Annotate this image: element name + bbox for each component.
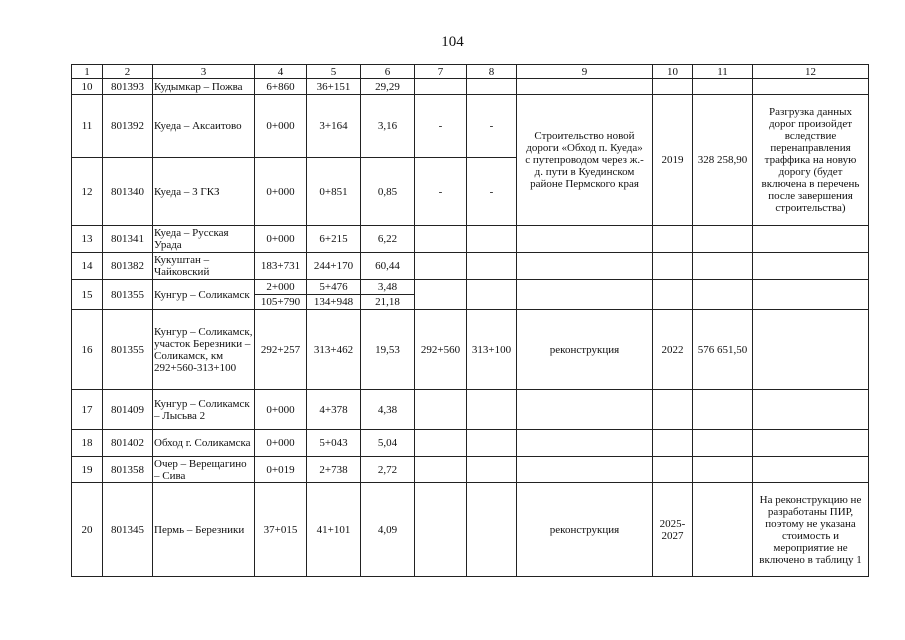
length: 4,38	[361, 390, 415, 430]
road-code: 801392	[103, 95, 153, 158]
table-row	[72, 390, 869, 430]
km-start: 0+000	[255, 95, 307, 158]
page-number: 104	[441, 34, 464, 50]
empty-cell	[653, 79, 693, 95]
km-end: 3+164	[307, 95, 361, 158]
row-number: 16	[72, 310, 103, 390]
header-cell: 12	[753, 65, 869, 79]
road-code: 801402	[103, 430, 153, 457]
road-name: Пермь – Березники	[153, 483, 255, 577]
road-name: Кудымкар – Пожва	[153, 79, 255, 95]
note-cell: На реконструкцию не разработаны ПИР, поэтому не указана стоимость и мероприятие не включено в таблицу 1	[753, 483, 869, 577]
km-start: 2+000	[255, 280, 307, 295]
km-end: 6+215	[307, 226, 361, 253]
road-name: Кунгур – Соликамск	[153, 280, 255, 310]
empty-cell	[467, 280, 517, 310]
km-end: 244+170	[307, 253, 361, 280]
table-row	[72, 253, 869, 280]
road-name: Куеда – Аксаитово	[153, 95, 255, 158]
row-number: 19	[72, 457, 103, 483]
row-number: 15	[72, 280, 103, 310]
km-start: 183+731	[255, 253, 307, 280]
empty-cell	[517, 280, 653, 310]
empty-cell	[467, 483, 517, 577]
length: 3,16	[361, 95, 415, 158]
length: 60,44	[361, 253, 415, 280]
km-from-cell: -	[415, 158, 467, 226]
empty-cell	[517, 390, 653, 430]
km-start: 0+000	[255, 390, 307, 430]
table-row	[72, 457, 869, 483]
year-cell: 2022	[653, 310, 693, 390]
road-code: 801355	[103, 310, 153, 390]
empty-cell	[693, 226, 753, 253]
km-start: 0+000	[255, 430, 307, 457]
empty-cell	[693, 390, 753, 430]
km-start: 37+015	[255, 483, 307, 577]
empty-cell	[517, 226, 653, 253]
empty-cell	[517, 79, 653, 95]
header-cell: 7	[415, 65, 467, 79]
header-cell: 5	[307, 65, 361, 79]
km-start: 292+257	[255, 310, 307, 390]
km-start: 0+000	[255, 226, 307, 253]
empty-cell	[693, 457, 753, 483]
row-number: 17	[72, 390, 103, 430]
header-cell: 10	[653, 65, 693, 79]
empty-cell	[467, 430, 517, 457]
header-row	[72, 65, 869, 79]
year-cell: 2019	[653, 95, 693, 226]
road-code: 801355	[103, 280, 153, 310]
header-cell: 9	[517, 65, 653, 79]
row-number: 10	[72, 79, 103, 95]
length: 3,48	[361, 280, 415, 295]
road-code: 801341	[103, 226, 153, 253]
empty-cell	[753, 310, 869, 390]
km-from-cell: -	[415, 95, 467, 158]
km-end: 5+476	[307, 280, 361, 295]
length: 0,85	[361, 158, 415, 226]
empty-cell	[415, 79, 467, 95]
row-number: 20	[72, 483, 103, 577]
empty-cell	[653, 226, 693, 253]
empty-cell	[415, 253, 467, 280]
empty-cell	[693, 253, 753, 280]
road-code: 801345	[103, 483, 153, 577]
length: 6,22	[361, 226, 415, 253]
empty-cell	[467, 253, 517, 280]
header-cell: 4	[255, 65, 307, 79]
empty-cell	[517, 430, 653, 457]
road-name: Кунгур – Соликамск – Лысьва 2	[153, 390, 255, 430]
km-end: 41+101	[307, 483, 361, 577]
km-from-cell: 292+560	[415, 310, 467, 390]
empty-cell	[467, 79, 517, 95]
table-row	[72, 79, 869, 95]
km-end: 5+043	[307, 430, 361, 457]
empty-cell	[467, 390, 517, 430]
activity-cell: Строительство новой дороги «Обход п. Куеда» с путепроводом через ж.-д. пути в Куединском районе Пермского края	[517, 95, 653, 226]
header-cell: 8	[467, 65, 517, 79]
km-start: 0+000	[255, 158, 307, 226]
km-start: 0+019	[255, 457, 307, 483]
empty-cell	[415, 280, 467, 310]
note-cell: Разгрузка данных дорог произойдет вследствие перенаправления траффика на новую дорогу (будет включена в перечень после завершения строительства)	[753, 95, 869, 226]
km-start: 6+860	[255, 79, 307, 95]
empty-cell	[517, 457, 653, 483]
road-code: 801340	[103, 158, 153, 226]
header-cell: 1	[72, 65, 103, 79]
km-to-cell: -	[467, 95, 517, 158]
km-end: 36+151	[307, 79, 361, 95]
row-number: 18	[72, 430, 103, 457]
empty-cell	[753, 390, 869, 430]
table-row	[72, 95, 869, 158]
empty-cell	[693, 430, 753, 457]
header-cell: 2	[103, 65, 153, 79]
table-row	[72, 280, 869, 295]
road-code: 801382	[103, 253, 153, 280]
road-name: Куеда – 3 ГКЗ	[153, 158, 255, 226]
length: 19,53	[361, 310, 415, 390]
length: 4,09	[361, 483, 415, 577]
length: 5,04	[361, 430, 415, 457]
empty-cell	[653, 280, 693, 310]
empty-cell	[653, 390, 693, 430]
km-to-cell: 313+100	[467, 310, 517, 390]
road-code: 801393	[103, 79, 153, 95]
road-name: Куеда – Русская Урада	[153, 226, 255, 253]
cost-cell: 576 651,50	[693, 310, 753, 390]
empty-cell	[753, 430, 869, 457]
activity-cell: реконструкция	[517, 310, 653, 390]
length: 2,72	[361, 457, 415, 483]
header-cell: 6	[361, 65, 415, 79]
row-number: 12	[72, 158, 103, 226]
year-cell: 2025-2027	[653, 483, 693, 577]
empty-cell	[415, 457, 467, 483]
empty-cell	[467, 226, 517, 253]
road-code: 801409	[103, 390, 153, 430]
road-name: Кукуштан – Чайковский	[153, 253, 255, 280]
km-end: 2+738	[307, 457, 361, 483]
empty-cell	[753, 253, 869, 280]
km-end: 313+462	[307, 310, 361, 390]
roads-table	[71, 64, 869, 577]
empty-cell	[415, 483, 467, 577]
header-cell: 3	[153, 65, 255, 79]
row-number: 14	[72, 253, 103, 280]
empty-cell	[517, 253, 653, 280]
empty-cell	[753, 79, 869, 95]
road-name: Кунгур – Соликамск, участок Березники – Соликамск, км 292+560-313+100	[153, 310, 255, 390]
row-number: 11	[72, 95, 103, 158]
empty-cell	[415, 430, 467, 457]
empty-cell	[653, 457, 693, 483]
road-code: 801358	[103, 457, 153, 483]
km-end: 4+378	[307, 390, 361, 430]
empty-cell	[415, 226, 467, 253]
table-row	[72, 483, 869, 577]
km-start: 105+790	[255, 295, 307, 310]
km-end: 134+948	[307, 295, 361, 310]
empty-cell	[653, 430, 693, 457]
km-end: 0+851	[307, 158, 361, 226]
empty-cell	[467, 457, 517, 483]
table-row	[72, 226, 869, 253]
table-row	[72, 310, 869, 390]
cost-cell: 328 258,90	[693, 95, 753, 226]
length: 29,29	[361, 79, 415, 95]
km-to-cell: -	[467, 158, 517, 226]
empty-cell	[415, 390, 467, 430]
empty-cell	[693, 79, 753, 95]
table-row	[72, 430, 869, 457]
empty-cell	[753, 226, 869, 253]
empty-cell	[753, 280, 869, 310]
empty-cell	[653, 253, 693, 280]
length: 21,18	[361, 295, 415, 310]
empty-cell	[693, 483, 753, 577]
empty-cell	[753, 457, 869, 483]
road-name: Очер – Верещагино – Сива	[153, 457, 255, 483]
activity-cell: реконструкция	[517, 483, 653, 577]
row-number: 13	[72, 226, 103, 253]
road-name: Обход г. Соликамска	[153, 430, 255, 457]
empty-cell	[693, 280, 753, 310]
header-cell: 11	[693, 65, 753, 79]
